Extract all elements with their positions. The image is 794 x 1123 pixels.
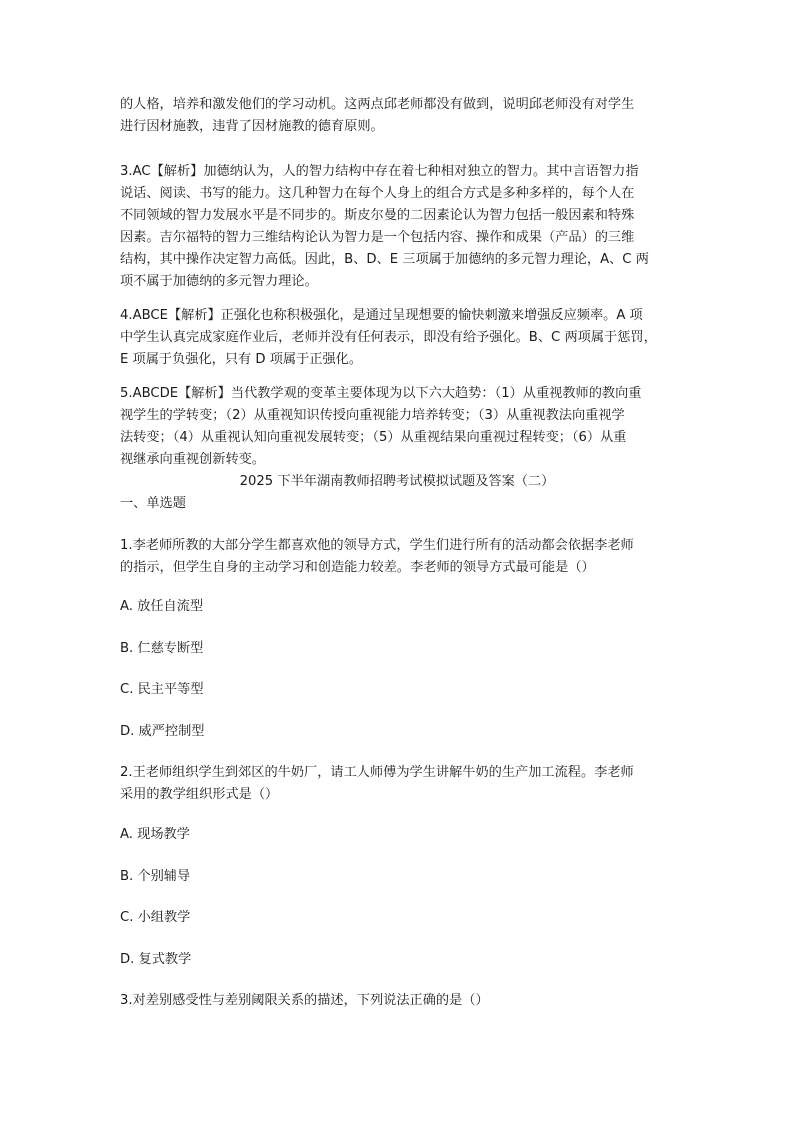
text-line: 采用的教学组织形式是（） [120,787,279,802]
text-line: 不同领域的智力发展水平是不同步的。斯皮尔曼的二因素论认为智力包括一般因素和特殊 [120,208,635,223]
text-line: E 项属于负强化，只有 D 项属于正强化。 [120,352,363,367]
text-line: 中学生认真完成家庭作业后，老师并没有任何表示，即没有给予强化。B、C 两项属于惩罚， [120,330,657,345]
question-1 [120,535,685,579]
text-line: 2.王老师组织学生到郊区的牛奶厂，请工人师傅为学生讲解牛奶的生产加工流程。李老师 [120,765,634,780]
q2-option-d: D. 复式教学 [120,952,192,967]
text-line: 5.ABCDE【解析】当代教学观的变革主要体现为以下六大趋势：（1）从重视教师的教向重 [120,386,642,401]
text-line: 的人格，培养和激发他们的学习动机。这两点邱老师都没有做到，说明邱老师没有对学生 [120,97,635,112]
text-line: 项不属于加德纳的多元智力理论。 [120,274,318,289]
text-line: 因素。吉尔福特的智力三维结构论认为智力是一个包括内容、操作和成果（产品）的三维 [120,230,635,245]
q2-option-c: C. 小组教学 [120,910,191,925]
q1-option-c: C. 民主平等型 [120,682,204,697]
text-line: 视继承向重视创新转变。 [120,452,266,467]
section-heading-text: 一、单选题 [120,496,186,511]
text-line: 3.AC【解析】加德纳认为，人的智力结构中存在着七种相对独立的智力。其中言语智力指 [120,164,639,179]
text-line: 的指示，但学生自身的主动学习和创造能力较差。李老师的领导方式最可能是（） [120,560,595,575]
text-line: 进行因材施教，违背了因材施教的德育原则。 [120,119,384,134]
intro-paragraph [120,94,685,138]
text-line: 3.对差别感受性与差别阈限关系的描述，下列说法正确的是（） [120,993,489,1008]
answer-3-paragraph [120,161,685,293]
document-title: 2025 下半年湖南教师招聘考试模拟试题及答案（二） [239,474,555,489]
answer-4-paragraph [120,305,685,371]
text-line: 法转变；（4）从重视认知向重视发展转变；（5）从重视结果向重视过程转变；（6）从重 [120,430,627,445]
question-2 [120,762,685,806]
answer-5-paragraph [120,383,685,471]
q1-option-b: B. 仁慈专断型 [120,641,204,656]
text-line: 结构，其中操作决定智力高低。因此，B、D、E 三项属于加德纳的多元智力理论，A、C 两 [120,252,649,267]
section-heading [120,493,685,515]
q1-option-a: A. 放任自流型 [120,599,204,614]
text-line: 4.ABCE【解析】正强化也称积极强化，是通过呈现想要的愉快刺激来增强反应频率。A 项 [120,308,643,323]
q2-option-b: B. 个别辅导 [120,869,191,884]
q1-option-d: D. 威严控制型 [120,724,205,739]
q2-option-a: A. 现场教学 [120,827,190,842]
text-line: 1.李老师所教的大部分学生都喜欢他的领导方式，学生们进行所有的活动都会依据李老师 [120,538,634,553]
text-line: 视学生的学转变；（2）从重视知识传授向重视能力培养转变；（3）从重视教法向重视学 [120,408,625,423]
question-3 [120,990,685,1012]
text-line: 说话、阅读、书写的能力。这几种智力在每个人身上的组合方式是多种多样的，每个人在 [120,186,635,201]
